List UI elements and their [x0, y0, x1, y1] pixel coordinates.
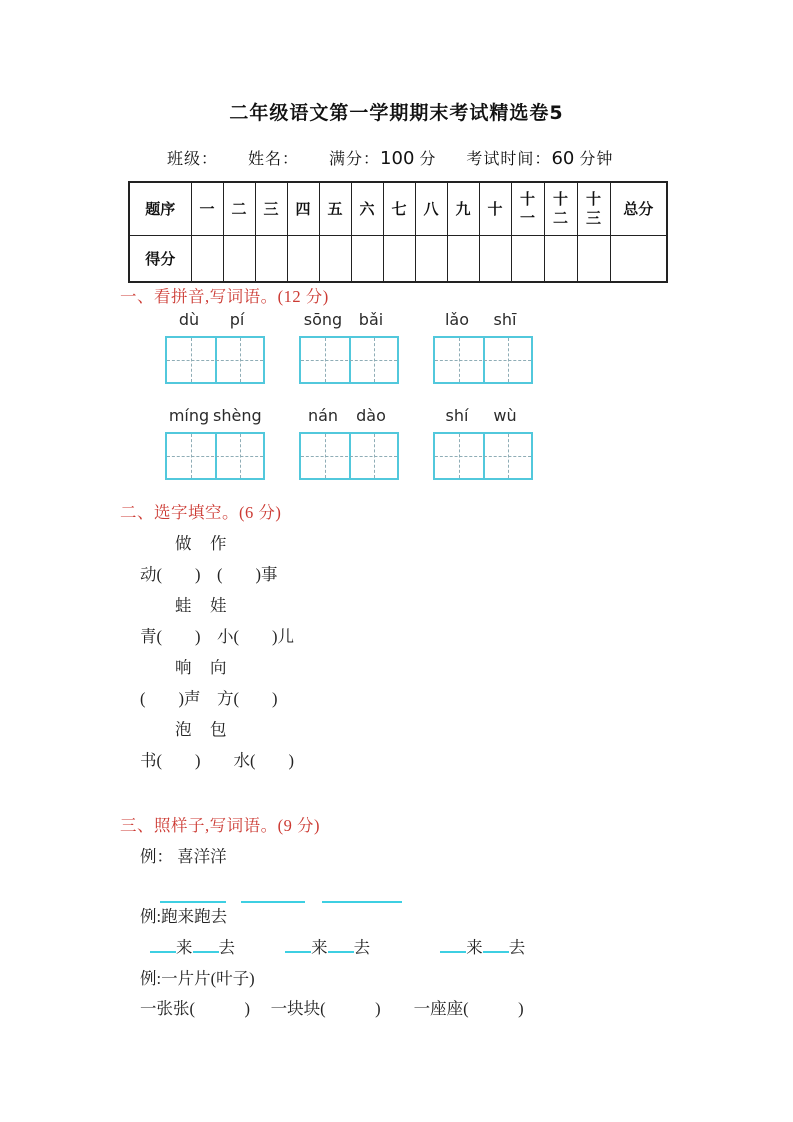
- table-row-question-numbers: [129, 182, 667, 235]
- table-row-scores: [129, 235, 667, 282]
- answer-blank-underline: [285, 937, 311, 953]
- question-number-cell: 十三: [577, 182, 610, 235]
- pinyin-row-1: [165, 310, 533, 384]
- fill-blank-line: 书( ) 水( ): [140, 751, 294, 770]
- writing-box-cell: [215, 434, 263, 478]
- pinyin-syllable: dù: [178, 310, 200, 329]
- character-choices: 响 向: [175, 658, 228, 677]
- writing-box-cell: [483, 434, 531, 478]
- score-cell: [577, 235, 610, 282]
- section-3: [120, 816, 525, 1018]
- class-label: 班级：: [167, 151, 219, 168]
- score-cell: [511, 235, 544, 282]
- writing-boxes: [299, 432, 399, 480]
- exam-time: 考试时间：60 分钟: [466, 148, 614, 169]
- writing-boxes: [165, 336, 265, 384]
- question-order-label: 题序: [129, 182, 191, 235]
- pinyin-labels: [165, 406, 265, 428]
- writing-box-cell: [215, 338, 263, 382]
- pinyin-labels: [433, 310, 533, 332]
- lai-qu-group: 来 去: [150, 937, 235, 957]
- total-score-label: 总分: [610, 182, 667, 235]
- writing-box-cell: [301, 338, 349, 382]
- score-cell: [479, 235, 511, 282]
- score-cell: [544, 235, 577, 282]
- pinyin-syllable: wù: [493, 406, 517, 425]
- question-number-cell: 五: [319, 182, 351, 235]
- writing-boxes: [299, 336, 399, 384]
- question-number-cell: 十二: [544, 182, 577, 235]
- pinyin-group: [165, 310, 265, 384]
- answer-blank-row: [160, 884, 525, 896]
- writing-box-cell: [435, 434, 483, 478]
- answer-blank-underline: [160, 893, 226, 903]
- question-number-cell: 八: [415, 182, 447, 235]
- pinyin-syllable: bǎi: [358, 310, 384, 329]
- score-cell: [447, 235, 479, 282]
- pinyin-group: [299, 406, 399, 480]
- question-number-cell: 一: [191, 182, 223, 235]
- example-text: 例:跑来跑去: [140, 907, 228, 926]
- writing-boxes: [165, 432, 265, 480]
- score-cell: [223, 235, 255, 282]
- info-line: [167, 146, 613, 169]
- question-number-cell: 七: [383, 182, 415, 235]
- pinyin-syllable: sōng: [303, 310, 343, 329]
- fill-blank-line: 动( ) ( )事: [140, 565, 278, 584]
- answer-blank-underline: [241, 893, 305, 903]
- pinyin-syllable: nán: [307, 406, 339, 425]
- score-cell: [415, 235, 447, 282]
- fill-blank-line: 青( ) 小( )儿: [140, 627, 294, 646]
- question-number-cell: 十一: [511, 182, 544, 235]
- name-label: 姓名：: [248, 151, 300, 168]
- writing-box-cell: [435, 338, 483, 382]
- score-cell: [319, 235, 351, 282]
- fill-blank-line: 一张张( ) 一块块( ) 一座座( ): [140, 999, 524, 1018]
- example-text: 例:一片片(叶子): [140, 969, 255, 988]
- pinyin-syllable: míng: [168, 406, 210, 425]
- question-number-cell: 二: [223, 182, 255, 235]
- answer-blank-underline: [322, 893, 402, 903]
- example-text: 例： 喜洋洋: [140, 847, 227, 866]
- writing-box-cell: [349, 338, 397, 382]
- score-cell: [287, 235, 319, 282]
- pinyin-syllable: dào: [356, 406, 386, 425]
- pinyin-row-2: [165, 406, 533, 480]
- question-number-cell: 六: [351, 182, 383, 235]
- answer-blank-underline: [328, 937, 354, 953]
- score-cell: [383, 235, 415, 282]
- section-2: [120, 503, 294, 770]
- pinyin-labels: [299, 406, 399, 428]
- lai-qu-group: 来 去: [440, 937, 525, 957]
- lai-qu-group: 来 去: [285, 937, 370, 957]
- pinyin-group: [433, 310, 533, 384]
- pinyin-syllable: shí: [445, 406, 469, 425]
- full-score: 满分：100 分: [329, 148, 437, 169]
- pinyin-labels: [299, 310, 399, 332]
- pinyin-labels: [433, 406, 533, 428]
- answer-blank-underline: [150, 937, 176, 953]
- character-choices: 做 作: [175, 534, 228, 553]
- score-cell: [191, 235, 223, 282]
- pinyin-syllable: lǎo: [444, 310, 470, 329]
- question-number-cell: 四: [287, 182, 319, 235]
- writing-box-cell: [483, 338, 531, 382]
- character-choices: 泡 包: [175, 720, 228, 739]
- pinyin-group: [165, 406, 265, 480]
- lai-qu-blank-row: [150, 937, 525, 959]
- character-choices: 蛙 娃: [175, 596, 228, 615]
- section-3-heading: 三、照样子,写词语。(9 分): [120, 816, 320, 835]
- writing-box-cell: [349, 434, 397, 478]
- answer-blank-underline: [193, 937, 219, 953]
- section-1-heading: 一、看拼音,写词语。(12 分): [120, 287, 329, 306]
- writing-boxes: [433, 336, 533, 384]
- exam-time-value: 60: [551, 148, 575, 169]
- answer-blank-underline: [483, 937, 509, 953]
- question-number-cell: 九: [447, 182, 479, 235]
- pinyin-group: [433, 406, 533, 480]
- writing-boxes: [433, 432, 533, 480]
- fill-blank-line: ( )声 方( ): [140, 689, 278, 708]
- question-number-cell: 十: [479, 182, 511, 235]
- pinyin-group: [299, 310, 399, 384]
- writing-box-cell: [167, 338, 215, 382]
- total-score-cell: [610, 235, 667, 282]
- pinyin-labels: [165, 310, 265, 332]
- score-cell: [351, 235, 383, 282]
- question-number-cell: 三: [255, 182, 287, 235]
- writing-box-cell: [301, 434, 349, 478]
- pinyin-syllable: shī: [493, 310, 517, 329]
- exam-title: 二年级语文第一学期期末考试精选卷5: [229, 102, 564, 124]
- answer-blank-underline: [440, 937, 466, 953]
- pinyin-syllable: pí: [229, 310, 245, 329]
- score-cell: [255, 235, 287, 282]
- full-score-value: 100: [380, 148, 415, 169]
- pinyin-syllable: shèng: [213, 406, 262, 425]
- score-row-label: 得分: [129, 235, 191, 282]
- section-2-heading: 二、选字填空。(6 分): [120, 503, 282, 522]
- score-table: [128, 181, 668, 283]
- writing-box-cell: [167, 434, 215, 478]
